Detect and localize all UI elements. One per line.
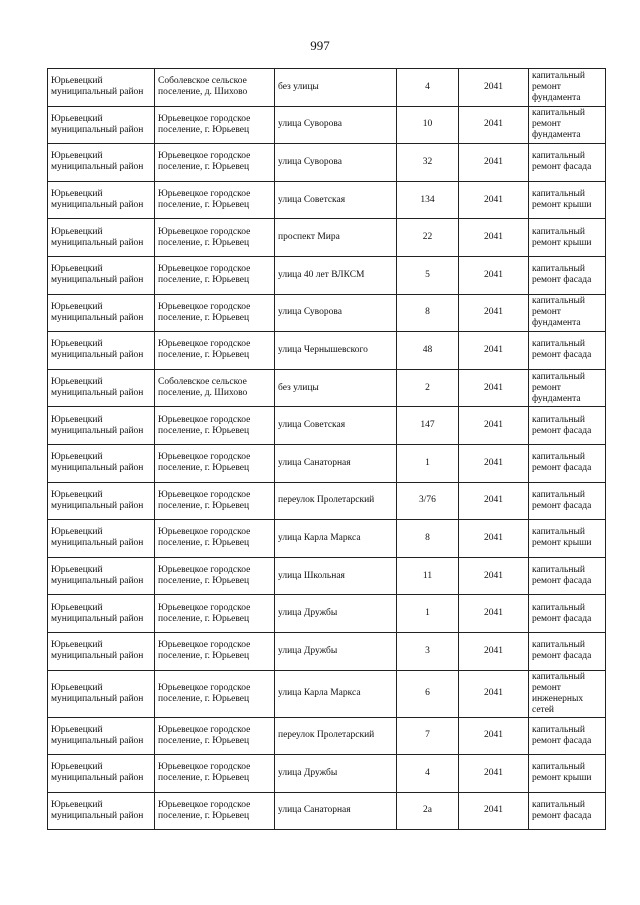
house-number-cell: 48 — [397, 332, 459, 370]
work-type-cell: капитальный ремонт инженерных сетей — [529, 670, 606, 717]
work-type-cell: капитальный ремонт фасада — [529, 256, 606, 294]
street-cell: улица Суворова — [275, 144, 397, 182]
table-row — [48, 557, 606, 595]
work-type-cell: капитальный ремонт крыши — [529, 219, 606, 257]
settlement-cell: Юрьевецкое городское поселение, г. Юрьевец — [155, 482, 275, 520]
district-cell: Юрьевецкий муниципальный район — [48, 755, 155, 793]
table-row — [48, 632, 606, 670]
street-cell: без улицы — [275, 369, 397, 407]
district-cell: Юрьевецкий муниципальный район — [48, 69, 155, 107]
settlement-cell: Юрьевецкое городское поселение, г. Юрьевец — [155, 294, 275, 332]
house-number-cell: 1 — [397, 595, 459, 633]
house-number-cell: 147 — [397, 407, 459, 445]
work-type-cell: капитальный ремонт крыши — [529, 755, 606, 793]
street-cell: улица 40 лет ВЛКСМ — [275, 256, 397, 294]
year-cell: 2041 — [459, 144, 529, 182]
settlement-cell: Юрьевецкое городское поселение, г. Юрьевец — [155, 632, 275, 670]
year-cell: 2041 — [459, 219, 529, 257]
district-cell: Юрьевецкий муниципальный район — [48, 106, 155, 144]
work-type-cell: капитальный ремонт фасада — [529, 595, 606, 633]
table-row — [48, 792, 606, 830]
table-row — [48, 717, 606, 755]
settlement-cell: Юрьевецкое городское поселение, г. Юрьевец — [155, 407, 275, 445]
house-number-cell: 4 — [397, 755, 459, 793]
year-cell: 2041 — [459, 106, 529, 144]
district-cell: Юрьевецкий муниципальный район — [48, 256, 155, 294]
district-cell: Юрьевецкий муниципальный район — [48, 482, 155, 520]
street-cell: переулок Пролетарский — [275, 482, 397, 520]
settlement-cell: Юрьевецкое городское поселение, г. Юрьевец — [155, 595, 275, 633]
house-number-cell: 1 — [397, 444, 459, 482]
district-cell: Юрьевецкий муниципальный район — [48, 595, 155, 633]
street-cell: улица Советская — [275, 181, 397, 219]
house-number-cell: 3 — [397, 632, 459, 670]
street-cell: улица Школьная — [275, 557, 397, 595]
table-row — [48, 670, 606, 717]
year-cell: 2041 — [459, 181, 529, 219]
street-cell: улица Чернышевского — [275, 332, 397, 370]
table-row — [48, 482, 606, 520]
work-type-cell: капитальный ремонт фасада — [529, 144, 606, 182]
work-type-cell: капитальный ремонт фундамента — [529, 369, 606, 407]
work-type-cell: капитальный ремонт фундамента — [529, 69, 606, 107]
district-cell: Юрьевецкий муниципальный район — [48, 181, 155, 219]
table-row — [48, 332, 606, 370]
house-number-cell: 2 — [397, 369, 459, 407]
year-cell: 2041 — [459, 717, 529, 755]
repair-schedule-table — [47, 68, 606, 830]
page-number: 997 — [310, 38, 330, 53]
street-cell: улица Санаторная — [275, 444, 397, 482]
district-cell: Юрьевецкий муниципальный район — [48, 557, 155, 595]
street-cell: проспект Мира — [275, 219, 397, 257]
house-number-cell: 2а — [397, 792, 459, 830]
settlement-cell: Юрьевецкое городское поселение, г. Юрьевец — [155, 670, 275, 717]
street-cell: переулок Пролетарский — [275, 717, 397, 755]
table-row — [48, 407, 606, 445]
year-cell: 2041 — [459, 670, 529, 717]
table-row — [48, 755, 606, 793]
street-cell: улица Санаторная — [275, 792, 397, 830]
settlement-cell: Соболевское сельское поселение, д. Шихово — [155, 369, 275, 407]
work-type-cell: капитальный ремонт фасада — [529, 332, 606, 370]
year-cell: 2041 — [459, 444, 529, 482]
settlement-cell: Юрьевецкое городское поселение, г. Юрьевец — [155, 444, 275, 482]
table-row — [48, 256, 606, 294]
house-number-cell: 6 — [397, 670, 459, 717]
settlement-cell: Юрьевецкое городское поселение, г. Юрьевец — [155, 332, 275, 370]
work-type-cell: капитальный ремонт фасада — [529, 717, 606, 755]
district-cell: Юрьевецкий муниципальный район — [48, 792, 155, 830]
settlement-cell: Юрьевецкое городское поселение, г. Юрьевец — [155, 520, 275, 558]
year-cell: 2041 — [459, 482, 529, 520]
district-cell: Юрьевецкий муниципальный район — [48, 520, 155, 558]
year-cell: 2041 — [459, 755, 529, 793]
table-row — [48, 595, 606, 633]
house-number-cell: 11 — [397, 557, 459, 595]
table-row — [48, 369, 606, 407]
year-cell: 2041 — [459, 69, 529, 107]
street-cell: улица Советская — [275, 407, 397, 445]
work-type-cell: капитальный ремонт фасада — [529, 557, 606, 595]
work-type-cell: капитальный ремонт фундамента — [529, 106, 606, 144]
house-number-cell: 7 — [397, 717, 459, 755]
year-cell: 2041 — [459, 632, 529, 670]
year-cell: 2041 — [459, 595, 529, 633]
work-type-cell: капитальный ремонт фасада — [529, 632, 606, 670]
house-number-cell: 8 — [397, 520, 459, 558]
district-cell: Юрьевецкий муниципальный район — [48, 332, 155, 370]
district-cell: Юрьевецкий муниципальный район — [48, 444, 155, 482]
year-cell: 2041 — [459, 792, 529, 830]
settlement-cell: Юрьевецкое городское поселение, г. Юрьевец — [155, 219, 275, 257]
house-number-cell: 10 — [397, 106, 459, 144]
settlement-cell: Юрьевецкое городское поселение, г. Юрьевец — [155, 557, 275, 595]
table-row — [48, 444, 606, 482]
work-type-cell: капитальный ремонт фундамента — [529, 294, 606, 332]
year-cell: 2041 — [459, 407, 529, 445]
district-cell: Юрьевецкий муниципальный район — [48, 294, 155, 332]
settlement-cell: Юрьевецкое городское поселение, г. Юрьевец — [155, 755, 275, 793]
year-cell: 2041 — [459, 294, 529, 332]
district-cell: Юрьевецкий муниципальный район — [48, 670, 155, 717]
table-row — [48, 181, 606, 219]
settlement-cell: Соболевское сельское поселение, д. Шихово — [155, 69, 275, 107]
district-cell: Юрьевецкий муниципальный район — [48, 632, 155, 670]
table-body — [48, 69, 606, 830]
district-cell: Юрьевецкий муниципальный район — [48, 717, 155, 755]
table-row — [48, 294, 606, 332]
table-row — [48, 69, 606, 107]
table-row — [48, 144, 606, 182]
street-cell: улица Карла Маркса — [275, 670, 397, 717]
year-cell: 2041 — [459, 332, 529, 370]
table-row — [48, 219, 606, 257]
house-number-cell: 8 — [397, 294, 459, 332]
work-type-cell: капитальный ремонт крыши — [529, 520, 606, 558]
settlement-cell: Юрьевецкое городское поселение, г. Юрьевец — [155, 106, 275, 144]
street-cell: улица Дружбы — [275, 755, 397, 793]
year-cell: 2041 — [459, 369, 529, 407]
work-type-cell: капитальный ремонт фасада — [529, 792, 606, 830]
settlement-cell: Юрьевецкое городское поселение, г. Юрьевец — [155, 792, 275, 830]
house-number-cell: 22 — [397, 219, 459, 257]
street-cell: без улицы — [275, 69, 397, 107]
settlement-cell: Юрьевецкое городское поселение, г. Юрьевец — [155, 181, 275, 219]
street-cell: улица Суворова — [275, 294, 397, 332]
district-cell: Юрьевецкий муниципальный район — [48, 369, 155, 407]
settlement-cell: Юрьевецкое городское поселение, г. Юрьевец — [155, 144, 275, 182]
district-cell: Юрьевецкий муниципальный район — [48, 407, 155, 445]
year-cell: 2041 — [459, 520, 529, 558]
table-row — [48, 520, 606, 558]
house-number-cell: 32 — [397, 144, 459, 182]
year-cell: 2041 — [459, 557, 529, 595]
work-type-cell: капитальный ремонт фасада — [529, 407, 606, 445]
district-cell: Юрьевецкий муниципальный район — [48, 144, 155, 182]
year-cell: 2041 — [459, 256, 529, 294]
house-number-cell: 4 — [397, 69, 459, 107]
street-cell: улица Суворова — [275, 106, 397, 144]
work-type-cell: капитальный ремонт фасада — [529, 444, 606, 482]
settlement-cell: Юрьевецкое городское поселение, г. Юрьевец — [155, 256, 275, 294]
settlement-cell: Юрьевецкое городское поселение, г. Юрьевец — [155, 717, 275, 755]
house-number-cell: 3/76 — [397, 482, 459, 520]
house-number-cell: 134 — [397, 181, 459, 219]
district-cell: Юрьевецкий муниципальный район — [48, 219, 155, 257]
work-type-cell: капитальный ремонт фасада — [529, 482, 606, 520]
work-type-cell: капитальный ремонт крыши — [529, 181, 606, 219]
table-row — [48, 106, 606, 144]
street-cell: улица Дружбы — [275, 632, 397, 670]
street-cell: улица Дружбы — [275, 595, 397, 633]
street-cell: улица Карла Маркса — [275, 520, 397, 558]
house-number-cell: 5 — [397, 256, 459, 294]
